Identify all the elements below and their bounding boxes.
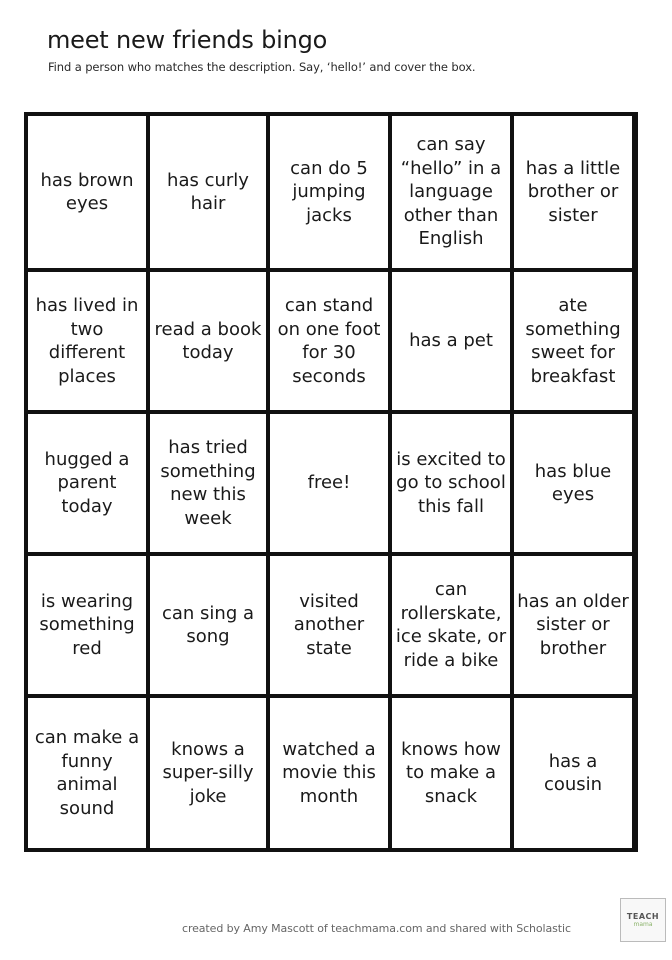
bingo-cell[interactable] bbox=[514, 116, 632, 268]
bingo-cell[interactable] bbox=[392, 698, 510, 848]
bingo-cell-text: has an older sister or brother bbox=[517, 590, 629, 659]
bingo-cell-text: has lived in two different places bbox=[35, 295, 139, 387]
bingo-cell-text: knows how to make a snack bbox=[401, 738, 501, 807]
bingo-cell[interactable] bbox=[28, 116, 146, 268]
bingo-cell[interactable] bbox=[392, 414, 510, 552]
bingo-cell[interactable] bbox=[28, 272, 146, 410]
bingo-cell-text: can rollerskate, ice skate, or ride a bike bbox=[395, 579, 507, 671]
logo-text-top: TEACH bbox=[626, 911, 660, 921]
bingo-cell-text: can say “hello” in a language other than English bbox=[400, 134, 502, 250]
bingo-cell-text: has a pet bbox=[409, 330, 493, 352]
bingo-cell[interactable] bbox=[392, 272, 510, 410]
bingo-cell[interactable] bbox=[150, 414, 266, 552]
bingo-cell[interactable] bbox=[150, 698, 266, 848]
bingo-cell-text: has a little brother or sister bbox=[525, 157, 621, 226]
bingo-cell-text: hugged a parent today bbox=[44, 448, 130, 517]
bingo-cell-text: free! bbox=[307, 472, 351, 494]
bingo-cell[interactable] bbox=[150, 116, 266, 268]
bingo-cell-text: can sing a song bbox=[161, 602, 255, 647]
bingo-cell-text: ate something sweet for breakfast bbox=[525, 295, 621, 387]
bingo-cell-text: has tried something new this week bbox=[160, 437, 256, 529]
bingo-cell-text: has blue eyes bbox=[534, 460, 612, 505]
bingo-cell[interactable] bbox=[392, 116, 510, 268]
bingo-cell-text: has brown eyes bbox=[40, 169, 134, 214]
bingo-cell-text: can stand on one foot for 30 seconds bbox=[277, 295, 381, 387]
bingo-cell[interactable] bbox=[150, 272, 266, 410]
bingo-cell[interactable] bbox=[392, 556, 510, 694]
bingo-cell[interactable] bbox=[28, 556, 146, 694]
teachmama-logo bbox=[620, 898, 666, 942]
credit-line: created by Amy Mascott of teachmama.com and shared with Scholastic bbox=[182, 922, 571, 935]
bingo-cell-text: watched a movie this month bbox=[282, 738, 376, 807]
bingo-cell-text: is wearing something red bbox=[39, 590, 135, 659]
bingo-cell[interactable] bbox=[270, 116, 388, 268]
page-title: meet new friends bingo bbox=[47, 26, 328, 54]
bingo-cell[interactable] bbox=[270, 556, 388, 694]
bingo-cell-text: can do 5 jumping jacks bbox=[290, 157, 368, 226]
bingo-cell[interactable] bbox=[514, 414, 632, 552]
bingo-cell-text: knows a super-silly joke bbox=[162, 738, 254, 807]
bingo-cell-text: has curly hair bbox=[167, 169, 249, 214]
logo-text-bottom: mama bbox=[633, 920, 653, 928]
bingo-cell[interactable] bbox=[514, 272, 632, 410]
bingo-cell-text: visited another state bbox=[293, 590, 365, 659]
bingo-cell[interactable] bbox=[28, 698, 146, 848]
instructions: Find a person who matches the description. Say, ‘hello!’ and cover the box. bbox=[48, 60, 476, 74]
bingo-cell[interactable] bbox=[270, 272, 388, 410]
bingo-cell-text: read a book today bbox=[154, 318, 262, 363]
bingo-cell-text: is excited to go to school this fall bbox=[396, 448, 506, 517]
bingo-cell-free[interactable] bbox=[270, 414, 388, 552]
bingo-cell[interactable] bbox=[28, 414, 146, 552]
bingo-cell[interactable] bbox=[270, 698, 388, 848]
bingo-board bbox=[24, 112, 638, 852]
bingo-cell-text: can make a funny animal sound bbox=[34, 727, 140, 819]
bingo-cell[interactable] bbox=[150, 556, 266, 694]
bingo-cell[interactable] bbox=[514, 698, 632, 848]
bingo-cell-text: has a cousin bbox=[543, 750, 603, 795]
bingo-cell[interactable] bbox=[514, 556, 632, 694]
